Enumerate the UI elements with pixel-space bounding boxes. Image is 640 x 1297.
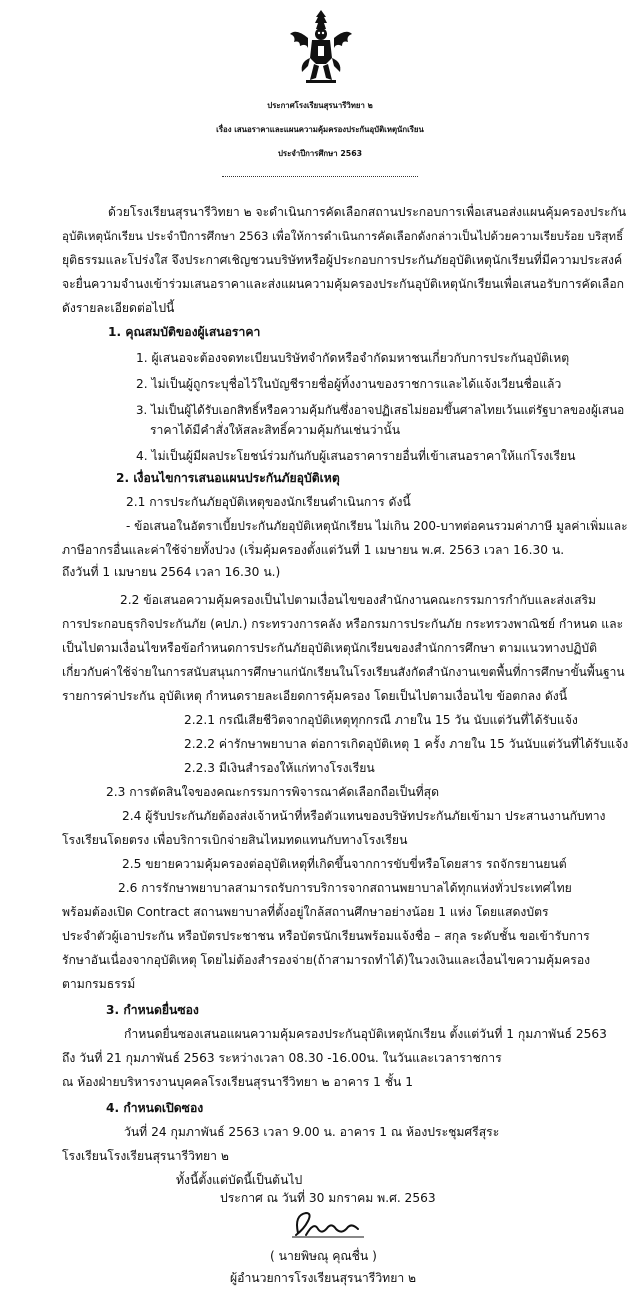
clause-2-6-line: ตามกรมธรรม์ [62, 977, 136, 991]
signer-title: ผู้อำนวยการโรงเรียนสุรนารีวิทยา ๒ [230, 1271, 417, 1285]
qualification-item: 4. ไม่เป็นผู้มีผลประโยชน์ร่วมกันกับผู้เสนอราคารายอื่นที่เข้าเสนอราคาให้แก่โรงเรียน [136, 449, 576, 463]
opening-line: วันที่ 24 กุมภาพันธ์ 2563 เวลา 9.00 น. อาคาร 1 ณ ห้องประชุมศรีสุระ [124, 1125, 500, 1139]
clause-2-6-line: รักษาอันเนื่องจากอุบัติเหตุ โดยไม่ต้องสำรองจ่าย(ถ้าสามารถทำได้)ในวงเงินและเงื่อนไขความคุ้มครอง [62, 953, 591, 967]
clause-2-2-line: รายการค่าประกัน อุบัติเหตุ กำหนดรายละเอียดการคุ้มครอง โดยเป็นไปตามเงื่อนไข ข้อตกลง ดังนี้ [62, 689, 568, 703]
clause-2-2-sub: 2.2.1 กรณีเสียชีวิตจากอุบัติเหตุทุกกรณี ภายใน 15 วัน นับแต่วันที่ได้รับแจ้ง [184, 713, 578, 727]
qualification-item: 2. ไม่เป็นผู้ถูกระบุชื่อไว้ในบัญชีรายชื่อผู้ทิ้งงานของราชการและได้แจ้งเวียนชื่อแล้ว [136, 377, 562, 391]
opening-line: โรงเรียนโรงเรียนสุรนารีวิทยา ๒ [62, 1149, 229, 1163]
intro-line: อุบัติเหตุนักเรียน ประจำปีการศึกษา 2563 เพื่อให้การดำเนินการคัดเลือกดังกล่าวเป็นไปด้วยความเรียบร้อย บริสุทธิ์ [62, 229, 624, 243]
section-1-heading: 1. คุณสมบัติของผู้เสนอราคา [108, 325, 261, 339]
section-4-heading: 4. กำหนดเปิดซอง [106, 1101, 204, 1115]
intro-line: ยุติธรรมและโปร่งใส จึงประกาศเชิญชวนบริษัทหรือผู้ประกอบการประกันภัยอุบัติเหตุนักเรียนที่มีความประสงค์ [62, 253, 623, 267]
announcement-year: ประจำปีการศึกษา 2563 [277, 149, 363, 158]
clause-2-1-line: ถึงวันที่ 1 เมษายน 2564 เวลา 16.30 น.) [62, 565, 281, 579]
clause-2-2-line: การประกอบธุรกิจประกันภัย (คปภ.) กระทรวงการคลัง หรือกรมการประกันภัย กระทรวงพาณิชย์ กำหนด และ [62, 617, 624, 631]
clause-2-6-line: 2.6 การรักษาพยาบาลสามารถรับการบริการจากสถานพยาบาลได้ทุกแห่งทั่วประเทศไทย [118, 881, 572, 895]
clause-2-6-line: ประจำตัวผู้เอาประกัน หรือบัตรประชาชน หรือบัตรนักเรียนพร้อมแจ้งชื่อ – สกุล ระดับชั้น ขอเข้ารับการ [62, 929, 590, 943]
qualification-item: 3. ไม่เป็นผู้ได้รับเอกสิทธิ์หรือความคุ้มกันซึ่งอาจปฏิเสธไม่ยอมขึ้นศาลไทยเว้นแต่รัฐบาลของผู้เสนอ [136, 403, 625, 417]
handwritten-signature-icon [288, 1207, 368, 1241]
clause-2-2-line: 2.2 ข้อเสนอความคุ้มครองเป็นไปตามเงื่อนไขของสำนักงานคณะกรรมการกำกับและส่งเสริม [120, 593, 597, 607]
effective-statement: ทั้งนี้ตั้งแต่บัดนี้เป็นต้นไป [176, 1173, 303, 1187]
garuda-emblem-icon [288, 8, 354, 84]
clause-2-1-line: ภาษีอากรอื่นและค่าใช้จ่ายทั้งปวง (เริ่มคุ้มครองตั้งแต่วันที่ 1 เมษายน พ.ศ. 2563 เวลา 16.30 น. [62, 543, 565, 557]
qualification-item-cont: ราคาได้มีคำสั่งให้สละสิทธิ์ความคุ้มกันเช่นว่านั้น [150, 423, 401, 437]
clause-2-2-line: เกี่ยวกับค่าใช้จ่ายในการสนับสนุนการศึกษาแก่นักเรียนในโรงเรียนสังกัดสำนักงานเขตพื้นที่การศึกษาขั้นพื้นฐาน [62, 665, 625, 679]
announcement-date: ประกาศ ณ วันที่ 30 มกราคม พ.ศ. 2563 [220, 1191, 436, 1205]
submission-line: ถึง วันที่ 21 กุมภาพันธ์ 2563 ระหว่างเวลา 08.30 -16.00น. ในวันและเวลาราชการ [62, 1051, 502, 1065]
announcement-subject: เรื่อง เสนอราคาและแผนความคุ้มครองประกันอุบัติเหตุนักเรียน [216, 125, 424, 134]
intro-line: จะยื่นความจำนงเข้าร่วมเสนอราคาและส่งแผนความคุ้มครองประกันอุบัติเหตุนักเรียนเพื่อเสนอรับการคัดเลือก [62, 277, 625, 291]
clause-2-3: 2.3 การตัดสินใจของคณะกรรมการพิจารณาคัดเลือกถือเป็นที่สุด [106, 785, 440, 799]
section-2-heading: 2. เงื่อนไขการเสนอแผนประกันภัยอุบัติเหตุ [116, 471, 340, 485]
clause-2-2-sub: 2.2.2 ค่ารักษาพยาบาล ต่อการเกิดอุบัติเหตุ 1 ครั้ง ภายใน 15 วันนับแต่วันที่ได้รับแจ้ง [184, 737, 629, 751]
submission-line: ณ ห้องฝ่ายบริหารงานบุคคลโรงเรียนสุรนารีวิทยา ๒ อาคาร 1 ชั้น 1 [62, 1075, 413, 1089]
dotted-divider [222, 176, 418, 177]
announcement-title: ประกาศโรงเรียนสุรนารีวิทยา ๒ [267, 101, 373, 110]
clause-2-2-line: เป็นไปตามเงื่อนไขหรือข้อกำหนดการประกันภัยอุบัติเหตุนักเรียนของสำนักการศึกษา ตามแนวทางปฏิบัติ [62, 641, 598, 655]
clause-2-6-line: พร้อมต้องเปิด Contract สถานพยาบาลที่ตั้งอยู่ใกล้สถานศึกษาอย่างน้อย 1 แห่ง โดยแสดงบัตร [62, 905, 549, 919]
submission-line: กำหนดยื่นซองเสนอแผนความคุ้มครองประกันอุบัติเหตุนักเรียน ตั้งแต่วันที่ 1 กุมภาพันธ์ 2563 [124, 1027, 607, 1041]
clause-2-2-sub: 2.2.3 มีเงินสำรองให้แก่ทางโรงเรียน [184, 761, 375, 775]
clause-2-4-line: โรงเรียนโดยตรง เพื่อบริการเบิกจ่ายสินไหมทดแทนกับทางโรงเรียน [62, 833, 408, 847]
section-3-heading: 3. กำหนดยื่นซอง [106, 1003, 199, 1017]
qualification-item: 1. ผู้เสนอจะต้องจดทะเบียนบริษัทจำกัดหรือจำกัดมหาชนเกี่ยวกับการประกันอุบัติเหตุ [136, 351, 570, 365]
intro-line: ด้วยโรงเรียนสุรนารีวิทยา ๒ จะดำเนินการคัดเลือกสถานประกอบการเพื่อเสนอส่งแผนคุ้มครองประกัน [108, 205, 627, 219]
clause-2-4-line: 2.4 ผู้รับประกันภัยต้องส่งเจ้าหน้าที่หรือตัวแทนของบริษัทประกันภัยเข้ามา ประสานงานกับทาง [122, 809, 606, 823]
clause-2-5: 2.5 ขยายความคุ้มครองต่ออุบัติเหตุที่เกิดขึ้นจากการขับขี่หรือโดยสาร รถจักรยานยนต์ [122, 857, 567, 871]
clause-2-1: 2.1 การประกันภัยอุบัติเหตุของนักเรียนดำเนินการ ดังนี้ [126, 495, 411, 509]
intro-line: ดังรายละเอียดต่อไปนี้ [62, 301, 175, 315]
signer-name: ( นายพิษณุ คุณชื่น ) [270, 1249, 377, 1263]
clause-2-1-line: - ข้อเสนอในอัตราเบี้ยประกันภัยอุบัติเหตุนักเรียน ไม่เกิน 200-บาทต่อคนรวมค่าภาษี มูลค่าเพิ่มและ [126, 519, 628, 533]
